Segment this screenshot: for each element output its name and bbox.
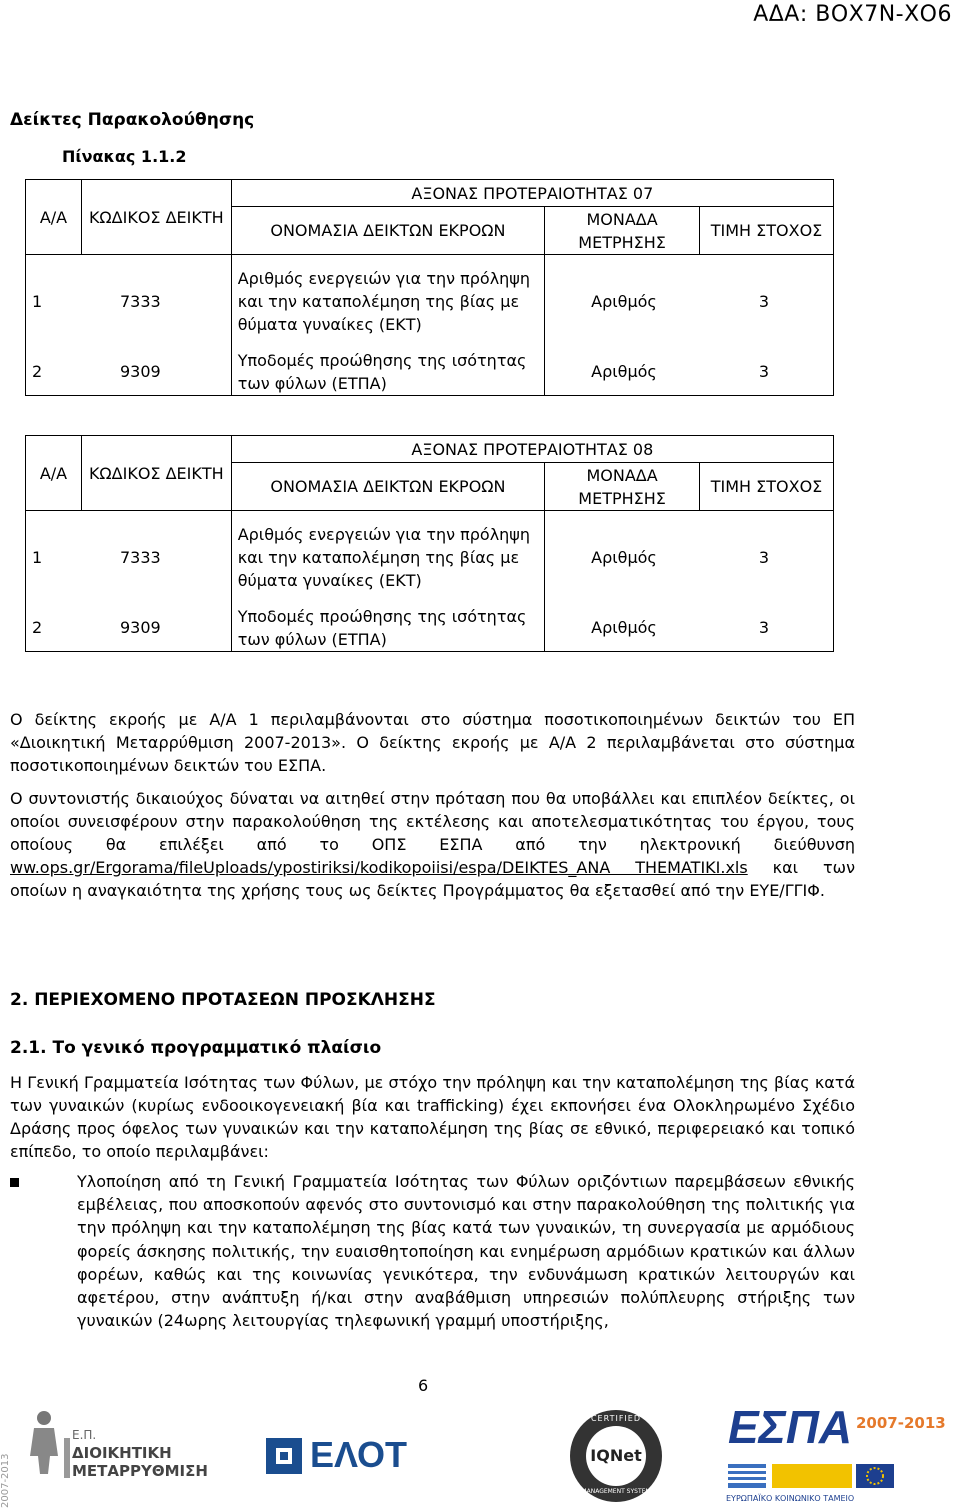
row-target: 3	[758, 362, 769, 381]
row-target: 3	[758, 548, 769, 568]
header-aa: Α/Α	[26, 436, 82, 511]
indicators-table-axis-08	[25, 435, 834, 652]
row-aa: 1	[32, 548, 43, 568]
espa-years: 2007-2013	[856, 1414, 946, 1432]
square-bullet-icon	[10, 1178, 19, 1187]
section-heading-2-1: 2.1. Το γενικό προγραμματικό πλαίσιο	[10, 1038, 382, 1058]
axis-title: ΑΞΟΝΑΣ ΠΡΟΤΕΡΑΙΟΤΗΤΑΣ 07	[231, 180, 833, 207]
ada-code: ΑΔΑ: ΒΟΧ7Ν-ΧΟ6	[753, 2, 952, 27]
header-unit: ΜΟΝΑΔΑ ΜΕΤΡΗΣΗΣ	[545, 207, 700, 255]
section-heading-2: 2. ΠΕΡΙΕΧΟΜΕΝΟ ΠΡΟΤΑΣΕΩΝ ΠΡΟΣΚΛΗΣΗΣ	[10, 990, 436, 1010]
axis-title: ΑΞΟΝΑΣ ΠΡΟΤΕΡΑΙΟΤΗΤΑΣ 08	[231, 436, 833, 463]
header-code: ΚΩΔΙΚΟΣ ΔΕΙΚΤΗ	[81, 436, 231, 511]
table-caption: Πίνακας 1.1.2	[62, 147, 187, 166]
row-code: 9309	[120, 618, 161, 637]
espa-logo	[726, 1400, 958, 1508]
indicators-table-axis-07	[25, 179, 834, 396]
row-code: 7333	[120, 292, 161, 312]
row-name: Αριθμός ενεργειών για την πρόληψη και την καταπολέμηση της βίας με θύματα γυναίκες (ΕΚΤ)	[231, 255, 544, 349]
espa-name: ΕΣΠΑ	[728, 1401, 853, 1453]
paragraph-indicators-note: Ο δείκτης εκροής με Α/Α 1 περιλαμβάνονται στο σύστημα ποσοτικοποιημένων δεικτών του ΕΠ «Διοικητική Μεταρρύθμιση 2007-2013». Ο δείκτης εκροής με Α/Α 2 περιλαμβάνεται στο σύστημα ποσοτικοποιημένων δεικτών του ΕΣΠΑ.	[10, 710, 855, 775]
header-unit: ΜΟΝΑΔΑ ΜΕΤΡΗΣΗΣ	[545, 463, 700, 511]
footer-logos	[0, 1400, 960, 1510]
iqnet-bottom-text: MANAGEMENT SYSTEM	[581, 1488, 651, 1495]
row-unit: Αριθμός	[591, 292, 657, 312]
row-name: Υποδομές προώθησης της ισότητας των φύλων (ΕΤΠΑ)	[231, 605, 544, 652]
paragraph-text: Ο συντονιστής δικαιούχος δύναται να αιτηθεί στην πρόταση που θα υποβάλλει και επιπλέον δείκτες, οι οποίοι συνεισφέρουν στην παρακολούθηση της εκτέλεσης και αποτελεσματικότητας του έργου, τους οποίους θα επιλέξει από το ΟΠΣ ΕΣΠΑ από την ηλεκτρονική διεύθυνση	[10, 789, 855, 854]
indicators-file-link[interactable]: ww.ops.gr/Ergorama/fileUploads/ypostiriksi/kodikopoiisi/espa/DEIKTES_ANA THEMATIKI.xls	[10, 858, 748, 877]
logo-years: 2007-2013	[0, 1453, 11, 1508]
header-name: ΟΝΟΜΑΣΙΑ ΔΕΙΚΤΩΝ ΕΚΡΟΩΝ	[231, 207, 544, 255]
row-unit: Αριθμός	[591, 618, 657, 637]
administrative-reform-logo	[0, 1404, 208, 1508]
row-target: 3	[758, 618, 769, 637]
row-aa: 2	[32, 618, 43, 637]
row-code: 9309	[120, 362, 161, 381]
row-aa: 1	[32, 292, 43, 312]
row-code: 7333	[120, 548, 161, 568]
paragraph-additional-indicators	[10, 787, 855, 902]
elot-mark-icon	[262, 1434, 306, 1478]
section-title: Δείκτες Παρακολούθησης	[10, 110, 255, 130]
table-row	[26, 255, 834, 349]
list-item-text: Υλοποίηση από τη Γενική Γραμματεία Ισότητας των Φύλων οριζόντιων παρεμβάσεων εθνικής εμβέλειας, που αποσκοπούν αφενός στο συντονισμό και στην παρακολούθηση της πολιτικής για την πρόληψη και την καταπολέμηση της βίας κατά των γυναικών, τη συνεργασία με αρμόδιους φορείς άσκησης πολιτικής, την ευαισθητοποίηση και ενημέρωση αρμόδιων κρατικών και άλλων φορέων, καθώς και της κοινωνίας γενικότερα, την ενδυνάμωση κρατικών λειτουργών και αφετέρου, στην ανάπτυξη ή/και στην αναβάθμιση υπηρεσιών πολύπλευρης στήριξης των γυναικών (24ωρης λειτουργίας τηλεφωνική γραμμή υποστήριξης,	[77, 1172, 855, 1331]
paragraph-framework: Η Γενική Γραμματεία Ισότητας των Φύλων, με στόχο την πρόληψη και την καταπολέμηση της βίας κατά των γυναικών (κυρίως ενδοοικογενειακή βία και trafficking) έχει εκπονήσει ένα Ολοκληρωμένο Σχέδιο Δράσης προς όφελος των γυναικών και την καταπολέμηση της βίας σε εθνικό, περιφερειακό και τοπικό επίπεδο, το οποίο περιλαμβάνει:	[10, 1073, 855, 1161]
iqnet-logo	[568, 1408, 664, 1504]
row-aa: 2	[32, 362, 43, 381]
iqnet-name: IQNet	[590, 1446, 642, 1465]
row-name: Υποδομές προώθησης της ισότητας των φύλων (ΕΤΠΑ)	[231, 349, 544, 396]
row-name: Αριθμός ενεργειών για την πρόληψη και την καταπολέμηση της βίας με θύματα γυναίκες (ΕΚΤ)	[231, 511, 544, 605]
iqnet-top-text: CERTIFIED	[590, 1414, 642, 1423]
list-item	[10, 1170, 855, 1332]
header-target: ΤΙΜΗ ΣΤΟΧΟΣ	[700, 463, 834, 511]
logo-line-2: ΔΙΟΙΚΗΤΙΚΗ	[72, 1444, 172, 1462]
header-aa: Α/Α	[26, 180, 82, 255]
flags-icon	[726, 1460, 954, 1490]
table-row	[26, 349, 834, 396]
header-code: ΚΩΔΙΚΟΣ ΔΕΙΚΤΗ	[81, 180, 231, 255]
elot-text: ΕΛΟΤ	[310, 1434, 408, 1475]
row-unit: Αριθμός	[591, 548, 657, 568]
logo-line-3: ΜΕΤΑΡΡΥΘΜΙΣΗ	[72, 1462, 208, 1480]
table-row	[26, 605, 834, 652]
page-number: 6	[418, 1376, 429, 1395]
bullet-list	[10, 1170, 855, 1332]
elot-logo	[262, 1434, 422, 1478]
paragraph-text: και των οποίων η αναγκαιότητα της χρήσης τους ως δείκτες Προγράμματος θα εξετασθεί από την ΕΥΕ/ΓΓΙΦ.	[10, 858, 855, 900]
header-target: ΤΙΜΗ ΣΤΟΧΟΣ	[700, 207, 834, 255]
row-unit: Αριθμός	[591, 362, 657, 381]
logo-ep-text: Ε.Π.	[72, 1428, 97, 1442]
espa-tagline: ΕΥΡΩΠΑΪΚΟ ΚΟΙΝΩΝΙΚΟ ΤΑΜΕΙΟ	[726, 1494, 855, 1503]
row-target: 3	[758, 292, 769, 312]
header-name: ΟΝΟΜΑΣΙΑ ΔΕΙΚΤΩΝ ΕΚΡΟΩΝ	[231, 463, 544, 511]
table-row	[26, 511, 834, 605]
